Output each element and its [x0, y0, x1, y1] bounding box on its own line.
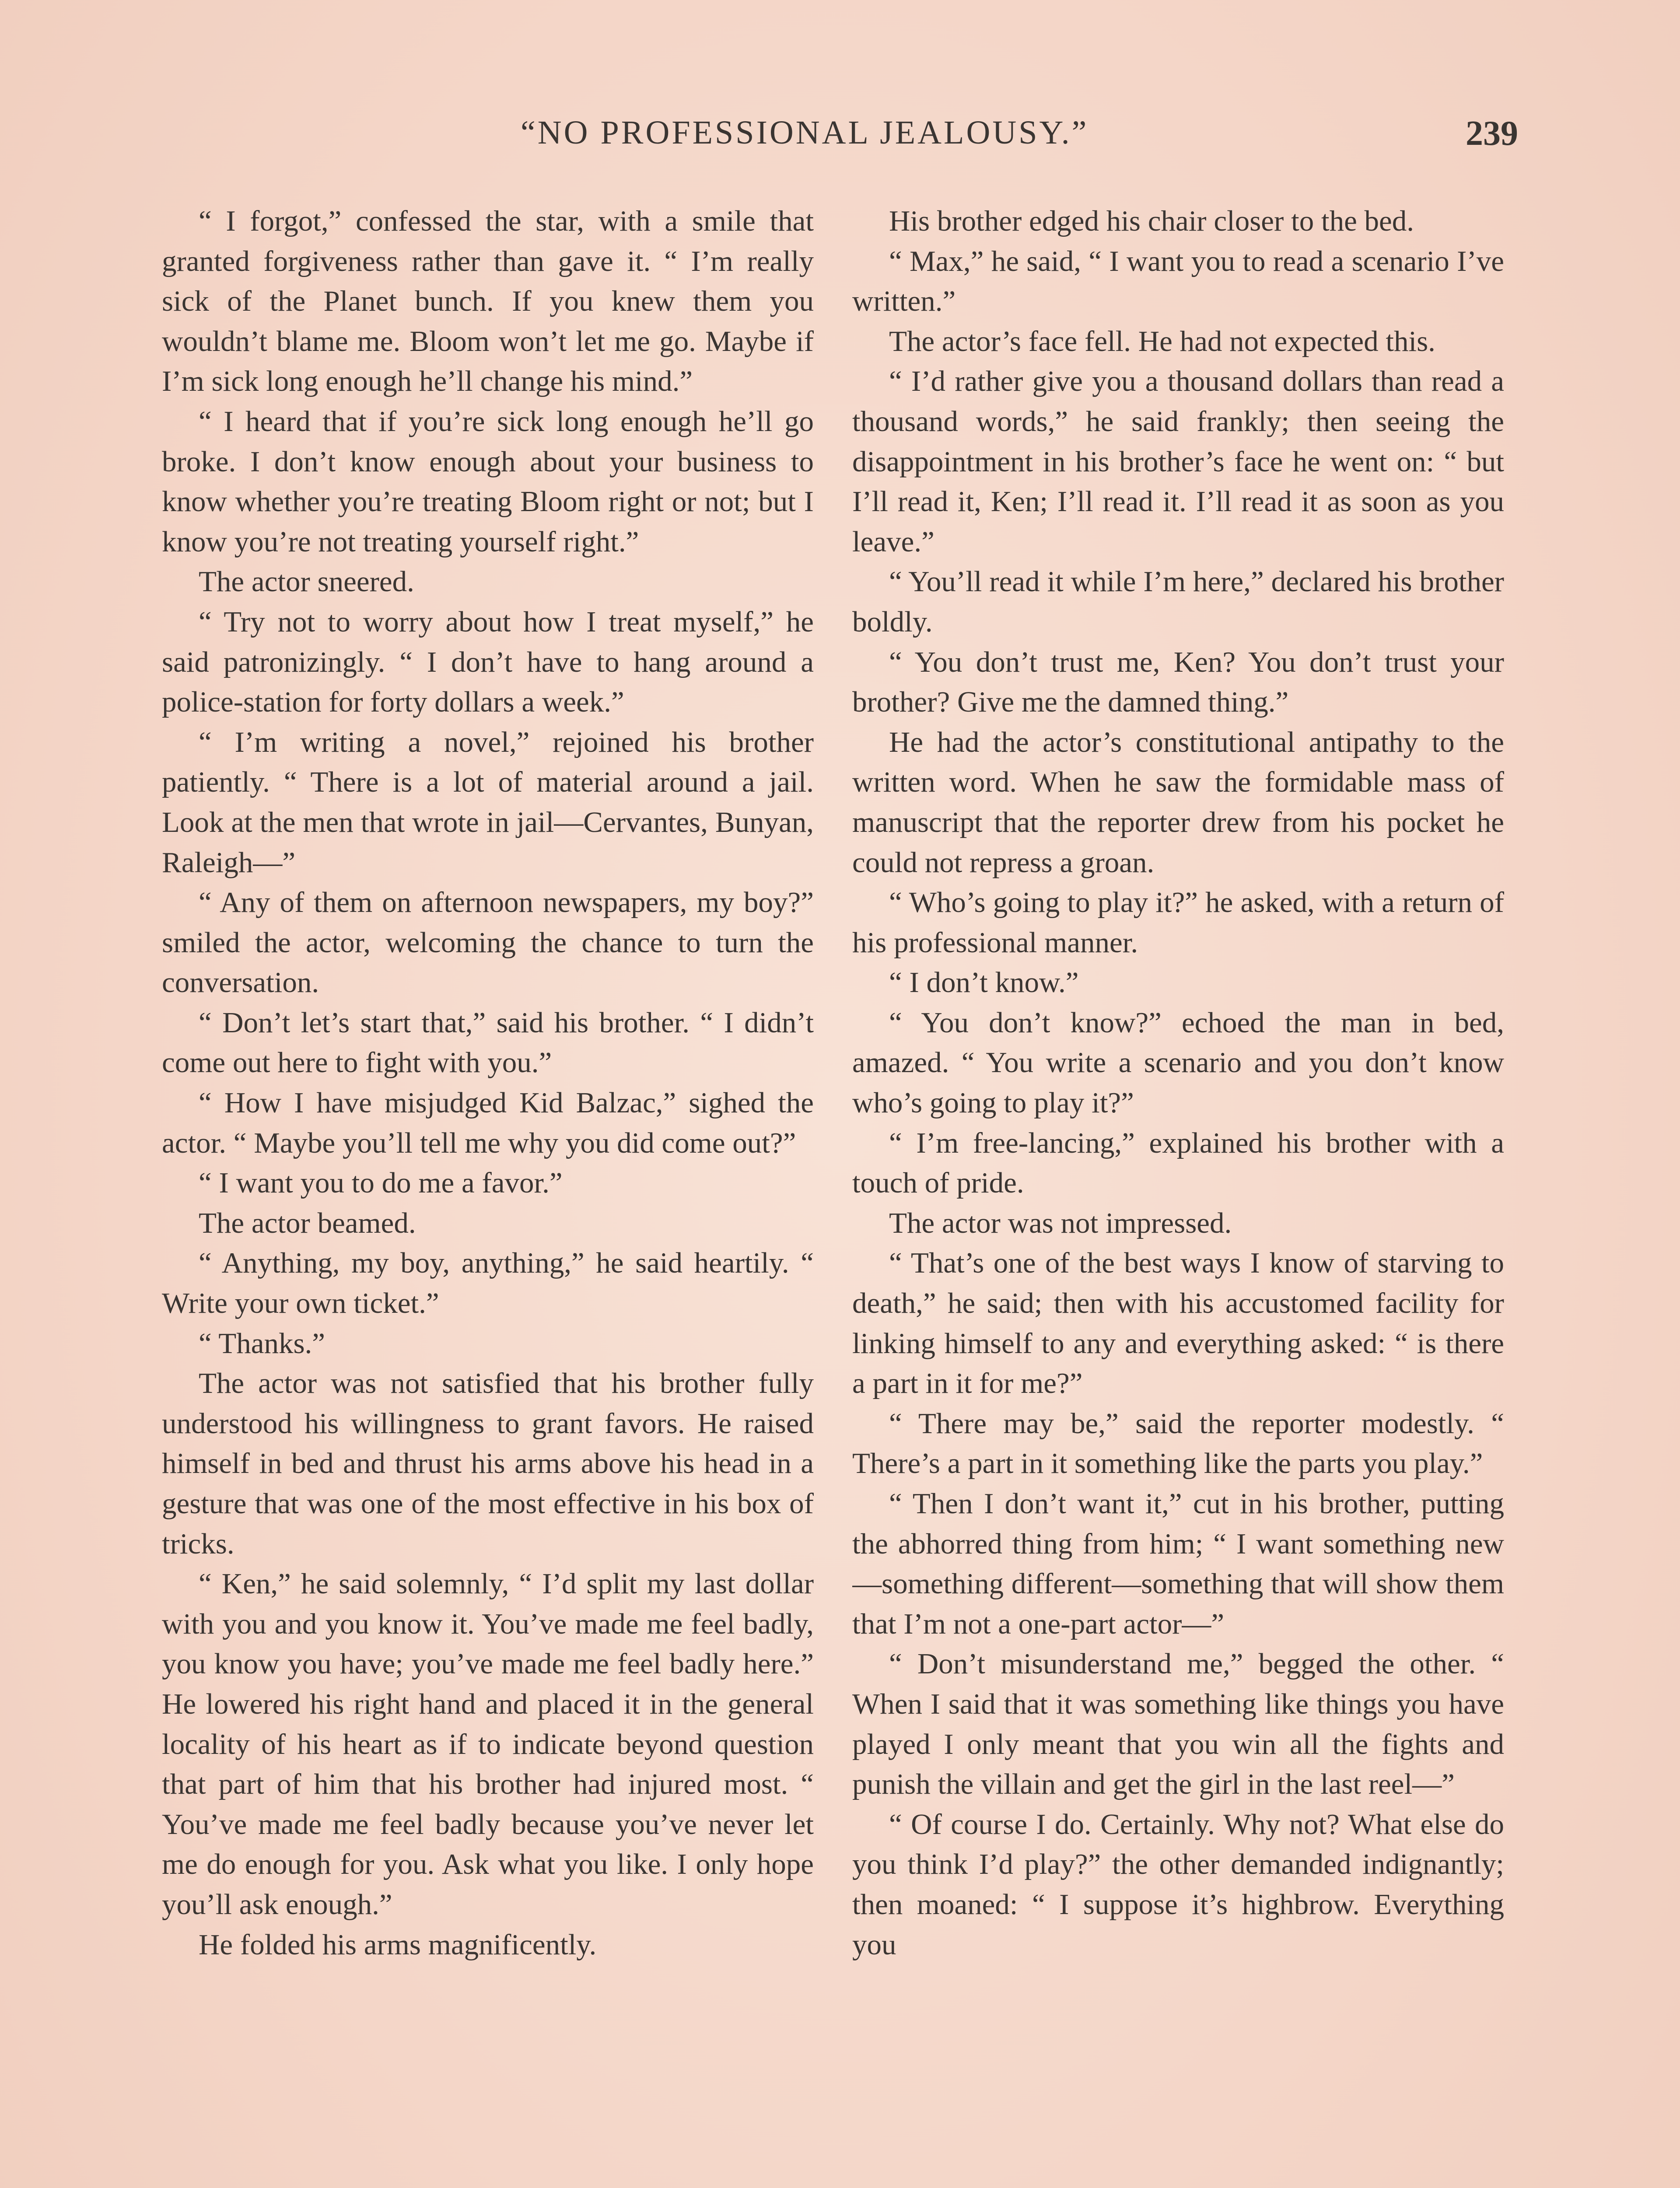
- page-number: 239: [1466, 114, 1518, 153]
- page-header: [162, 116, 1518, 164]
- paragraph: “ I’m free-lancing,” explained his brother with a touch of pride.: [852, 1126, 1504, 1199]
- paragraph: The actor was not impressed.: [889, 1206, 1232, 1239]
- paragraph: “ Thanks.”: [199, 1327, 326, 1360]
- paragraph: His brother edged his chair closer to the bed.: [889, 205, 1414, 237]
- right-text-column: [852, 201, 1504, 2188]
- paragraph: “ You don’t know?” echoed the man in bed, amazed. “ You write a scenario and you don’t know who’s going to play it?”: [852, 1006, 1504, 1119]
- paragraph: “ I forgot,” confessed the star, with a smile that granted forgiveness rather than gave it. “ I’m really sick of the Planet bunch. If you knew them you wouldn’t blame me. Bloom won’t let me go. Maybe if I’m sick long enough he’ll change his mind.”: [162, 205, 814, 398]
- paragraph: “ Don’t let’s start that,” said his brother. “ I didn’t come out here to fight with you.”: [162, 1006, 814, 1079]
- paragraph: He folded his arms magnificently.: [199, 1928, 597, 1961]
- paragraph: The actor sneered.: [199, 565, 414, 598]
- paragraph: “ I’d rather give you a thousand dollars than read a thousand words,” he said frankly; then seeing the disappointment in his brother’s face he went on: “ but I’ll read it, Ken; I’ll read it. I’ll read it as soon as you leave.”: [852, 365, 1504, 558]
- paragraph: “ Don’t misunderstand me,” begged the other. “ When I said that it was something like things you have played I only meant that you win all the fights and punish the villain and get the girl in the last reel—”: [852, 1648, 1504, 1801]
- paragraph: “ Ken,” he said solemnly, “ I’d split my last dollar with you and you know it. You’ve made me feel badly, you know you have; you’ve made me feel badly here.” He lowered his right hand and placed it in the general locality of his heart as if to indicate beyond question that part of him that his brother had injured most. “ You’ve made me feel badly because you’ve never let me do enough for you. Ask what you like. I only hope you’ll ask enough.”: [162, 1567, 814, 1921]
- paragraph: The actor was not satisfied that his brother fully understood his willingness to grant favors. He raised himself in bed and thrust his arms above his head in a gesture that was one of the most effective in his box of tricks.: [162, 1367, 814, 1560]
- paragraph: “ Anything, my boy, anything,” he said heartily. “ Write your own ticket.”: [162, 1247, 814, 1320]
- paragraph: “ Any of them on afternoon newspapers, my boy?” smiled the actor, welcoming the chance to turn the conversation.: [162, 886, 814, 999]
- paragraph: “ Max,” he said, “ I want you to read a scenario I’ve written.”: [852, 245, 1504, 318]
- paragraph: “ You’ll read it while I’m here,” declared his brother boldly.: [852, 565, 1504, 638]
- paragraph: “ Who’s going to play it?” he asked, with a return of his professional manner.: [852, 886, 1504, 959]
- paragraph: “ I heard that if you’re sick long enough he’ll go broke. I don’t know enough about your business to know whether you’re treating Bloom right or not; but I know you’re not treating yourself right.”: [162, 405, 814, 558]
- paragraph: “ You don’t trust me, Ken? You don’t trust your brother? Give me the damned thing.”: [852, 645, 1504, 719]
- paragraph: “ I’m writing a novel,” rejoined his brother patiently. “ There is a lot of material around a jail. Look at the men that wrote in jail—Cervantes, Bunyan, Raleigh—”: [162, 726, 814, 879]
- paragraph: The actor’s face fell. He had not expected this.: [889, 325, 1435, 358]
- paragraph: “ I don’t know.”: [889, 966, 1079, 999]
- paragraph: “ How I have misjudged Kid Balzac,” sighed the actor. “ Maybe you’ll tell me why you did come out?”: [162, 1087, 814, 1159]
- paragraph: “ Then I don’t want it,” cut in his brother, putting the abhorred thing from him; “ I want something new—something different—something that will show them that I’m not a one-part actor—”: [852, 1487, 1504, 1640]
- running-title: “NO PROFESSIONAL JEALOUSY.”: [521, 114, 1089, 151]
- paragraph: “ Try not to worry about how I treat myself,” he said patronizingly. “ I don’t have to hang around a police-station for forty dollars a week.”: [162, 605, 814, 719]
- paragraph: The actor beamed.: [199, 1206, 416, 1239]
- paragraph: “ I want you to do me a favor.”: [199, 1167, 563, 1199]
- left-text-column: [162, 201, 814, 2188]
- paragraph: “ Of course I do. Certainly. Why not? What else do you think I’d play?” the other demanded indignantly; then moaned: “ I suppose it’s highbrow. Everything you: [852, 1808, 1504, 1961]
- paragraph: “ That’s one of the best ways I know of starving to death,” he said; then with his accustomed facility for linking himself to any and everything asked: “ is there a part in it for me?”: [852, 1247, 1504, 1400]
- paragraph: “ There may be,” said the reporter modestly. “ There’s a part in it something like the parts you play.”: [852, 1407, 1504, 1480]
- paragraph: He had the actor’s constitutional antipathy to the written word. When he saw the formidable mass of manuscript that the reporter drew from his pocket he could not repress a groan.: [852, 726, 1504, 879]
